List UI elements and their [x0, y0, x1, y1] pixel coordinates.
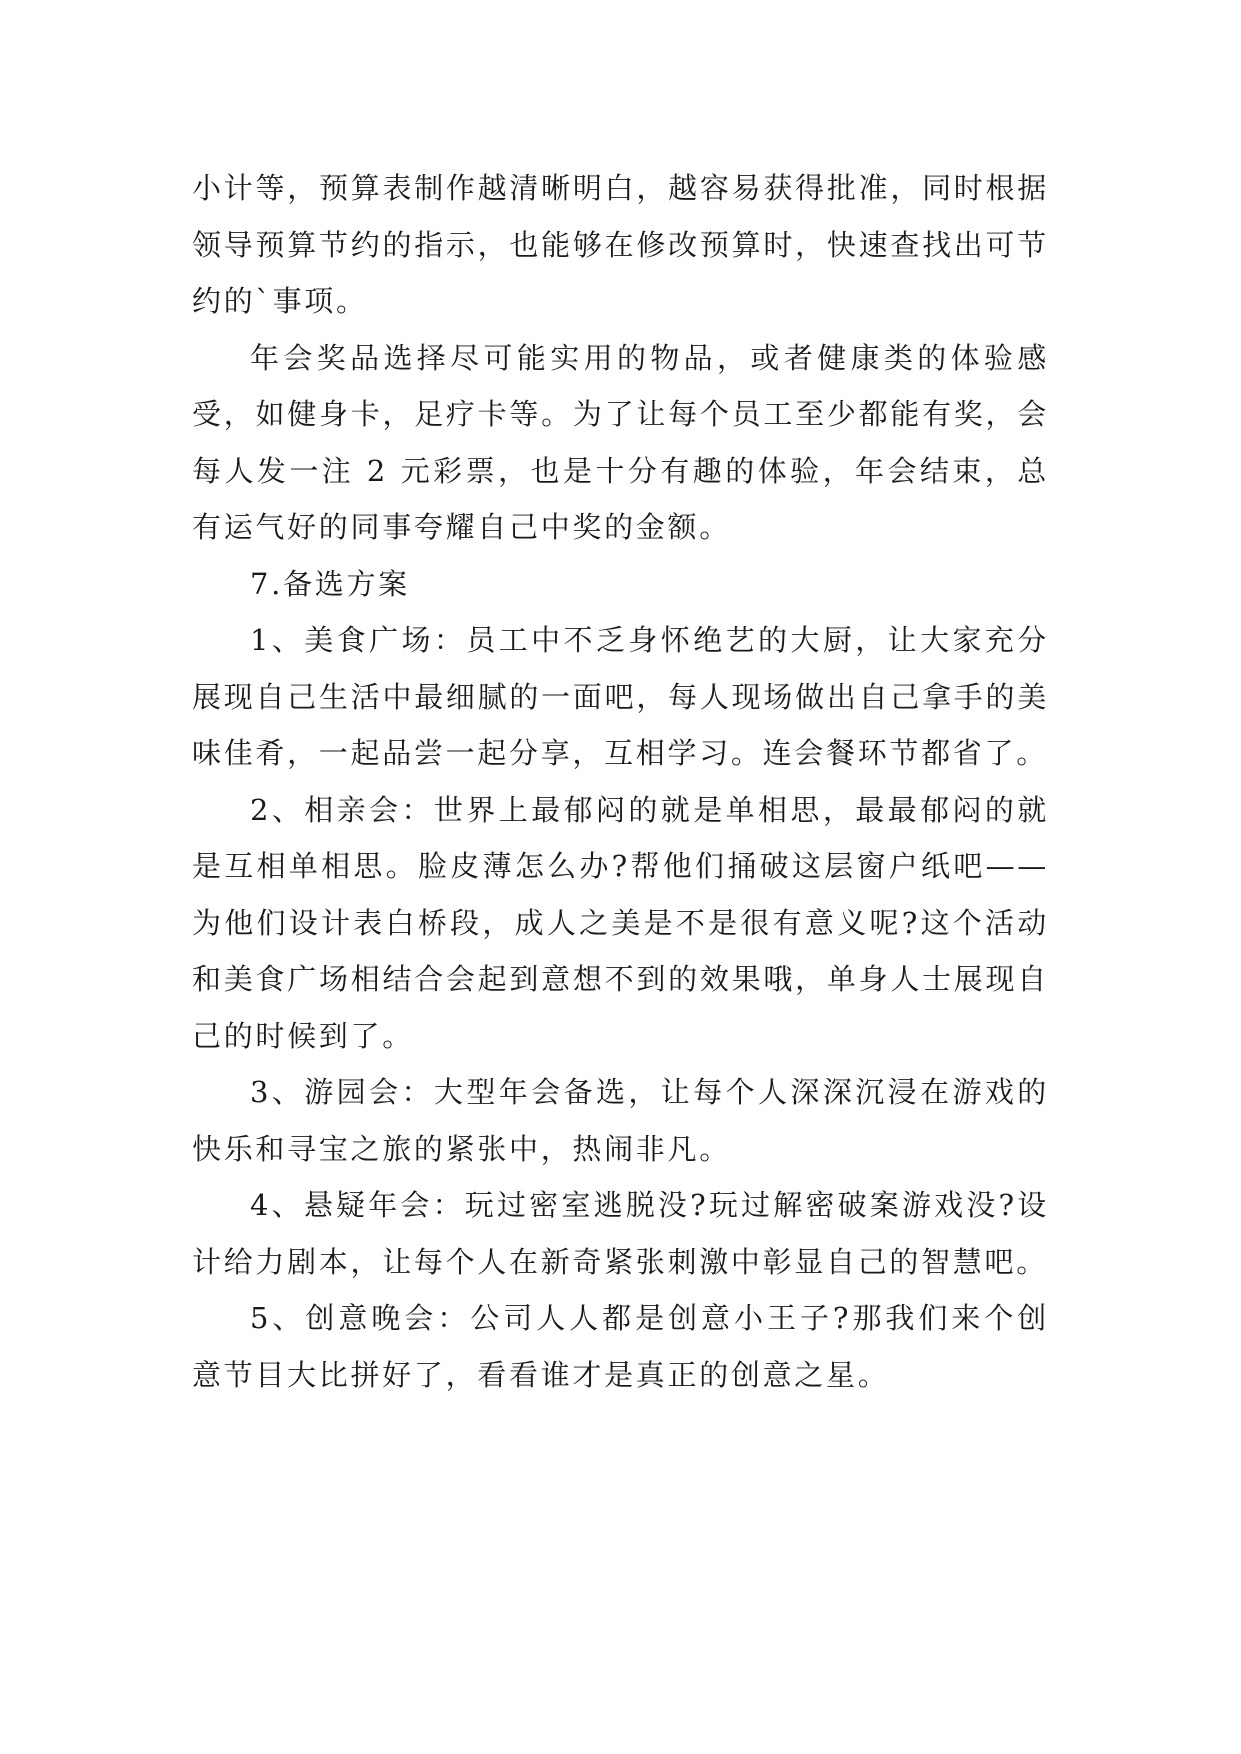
document-body [192, 160, 1049, 1403]
paragraph-budget-continuation: 小计等，预算表制作越清晰明白，越容易获得批准，同时根据领导预算节约的指示，也能够在修改预算时，快速查找出可节约的`事项。 [192, 171, 1049, 318]
paragraph-food-plaza: 1、美食广场：员工中不乏身怀绝艺的大厨，让大家充分展现自己生活中最细腻的一面吧，每人现场做出自己拿手的美味佳肴，一起品尝一起分享，互相学习。连会餐环节都省了。 [192, 623, 1049, 770]
section-heading-alternatives: 7.备选方案 [250, 566, 410, 601]
paragraph-prizes: 年会奖品选择尽可能实用的物品，或者健康类的体验感受，如健身卡，足疗卡等。为了让每个员工至少都能有奖，会每人发一注 2 元彩票，也是十分有趣的体验，年会结束，总有运气好的同事夸耀自己中奖的金额。 [192, 340, 1049, 544]
paragraph-matchmaking: 2、相亲会：世界上最郁闷的就是单相思，最最郁闷的就是互相单相思。脸皮薄怎么办?帮他们捅破这层窗户纸吧——为他们设计表白桥段，成人之美是不是很有意义呢?这个活动和美食广场相结合会起到意想不到的效果哦，单身人士展现自己的时候到了。 [192, 792, 1049, 1053]
paragraph-mystery-party: 4、悬疑年会：玩过密室逃脱没?玩过解密破案游戏没?设计给力剧本，让每个人在新奇紧张刺激中彰显自己的智慧吧。 [192, 1188, 1049, 1279]
paragraph-garden-party: 3、游园会：大型年会备选，让每个人深深沉浸在游戏的快乐和寻宝之旅的紧张中，热闹非凡。 [192, 1075, 1049, 1166]
paragraph-creative-evening: 5、创意晚会：公司人人都是创意小王子?那我们来个创意节目大比拼好了，看看谁才是真正的创意之星。 [192, 1301, 1049, 1392]
